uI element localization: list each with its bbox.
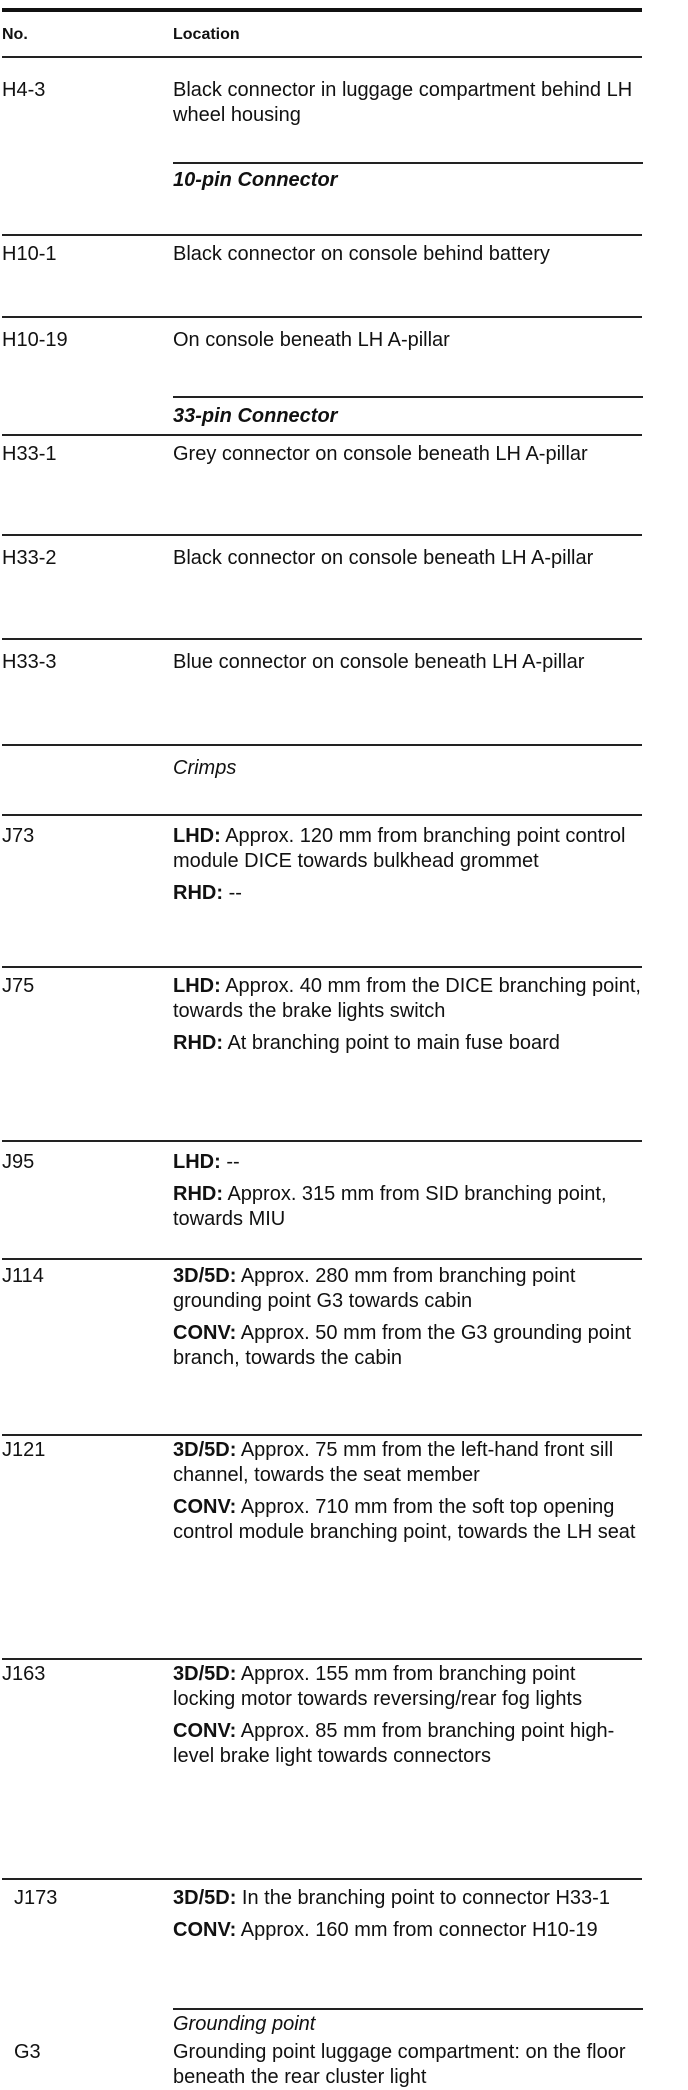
variant-text: Approx. 75 mm from the left-hand front sill channel, towards the seat member [173,1439,614,1486]
variant-label: CONV: [173,1322,237,1344]
row-number: G3 [14,2041,41,2063]
variant-label: RHD: [173,1183,223,1205]
variant-label: CONV: [173,1919,237,1941]
section-heading: 10-pin Connector [173,169,338,191]
row-location: Black connector on console beneath LH A-pillar [173,547,594,569]
row-location [173,1886,643,1950]
row-divider [2,534,642,536]
section-heading: 33-pin Connector [173,405,338,427]
variant-text: Approx. 280 mm from branching point grounding point G3 towards cabin [173,1265,576,1312]
variant-text: -- [228,882,242,904]
row-number: J121 [2,1439,46,1461]
section-heading: Grounding point [173,2013,316,2035]
row-divider [173,162,643,164]
row-divider [2,966,642,968]
row-divider [2,814,642,816]
row-divider [173,396,643,398]
header-divider [2,56,642,58]
row-location: Black connector on console behind battery [173,243,550,265]
row-number: H33-2 [2,547,57,569]
row-number: H10-19 [2,329,68,351]
row-divider [2,638,642,640]
row-location [173,1150,643,1239]
variant-label: 3D/5D: [173,1887,237,1909]
variant-text: In the branching point to connector H33-1 [241,1887,610,1909]
header-no: No. [2,26,28,43]
row-location: Black connector in luggage compartment behind LH wheel housing [173,79,633,126]
row-location [173,824,643,913]
variant-text: Approx. 155 mm from branching point locking motor towards reversing/rear fog lights [173,1663,583,1710]
variant-text: Approx. 85 mm from branching point high-level brake light towards connectors [173,1720,615,1767]
variant-label: 3D/5D: [173,1663,237,1685]
table-top-rule [2,8,642,12]
variant-label: CONV: [173,1720,237,1742]
variant-text: Approx. 50 mm from the G3 grounding point branch, towards the cabin [173,1322,632,1369]
row-number: J173 [14,1887,58,1909]
row-divider [2,744,642,746]
row-number: H10-1 [2,243,57,265]
row-number: J73 [2,825,35,847]
variant-label: LHD: [173,1151,221,1173]
variant-text: Approx. 160 mm from connector H10-19 [240,1919,598,1941]
row-divider [2,1658,642,1660]
row-number: J163 [2,1663,46,1685]
row-divider [2,1258,642,1260]
variant-label: 3D/5D: [173,1439,237,1461]
variant-label: 3D/5D: [173,1265,237,1287]
row-number: H4-3 [2,79,46,101]
row-number: J75 [2,975,35,997]
row-location [173,1438,643,1552]
variant-text: Approx. 315 mm from SID branching point, towards MIU [173,1183,607,1230]
variant-label: CONV: [173,1496,237,1518]
variant-label: LHD: [173,825,221,847]
row-number: H33-3 [2,651,57,673]
row-location [173,974,643,1063]
table-header [0,14,640,54]
row-divider [2,434,642,436]
variant-text: Approx. 40 mm from the DICE branching point, towards the brake lights switch [173,975,641,1022]
variant-label: RHD: [173,882,223,904]
row-location [173,1662,643,1776]
row-divider [2,1878,642,1880]
row-divider [2,316,642,318]
row-location [173,1264,643,1378]
row-divider [173,2008,643,2010]
variant-label: LHD: [173,975,221,997]
variant-text: Approx. 120 mm from branching point control module DICE towards bulkhead grommet [173,825,626,872]
row-divider [2,1434,642,1436]
row-location: On console beneath LH A-pillar [173,329,450,351]
row-number: H33-1 [2,443,57,465]
section-heading: Crimps [173,757,237,779]
variant-label: RHD: [173,1032,223,1054]
row-location: Grounding point luggage compartment: on the floor beneath the rear cluster light [173,2041,626,2088]
variant-text: Approx. 710 mm from the soft top opening control module branching point, towards the LH seat [173,1496,636,1543]
row-divider [2,1140,642,1142]
row-number: J114 [2,1265,44,1287]
variant-text: -- [226,1151,240,1173]
row-number: J95 [2,1151,35,1173]
row-location: Blue connector on console beneath LH A-pillar [173,651,585,673]
row-location: Grey connector on console beneath LH A-pillar [173,443,588,465]
row-divider [2,234,642,236]
header-location: Location [173,26,240,43]
variant-text: At branching point to main fuse board [227,1032,560,1054]
